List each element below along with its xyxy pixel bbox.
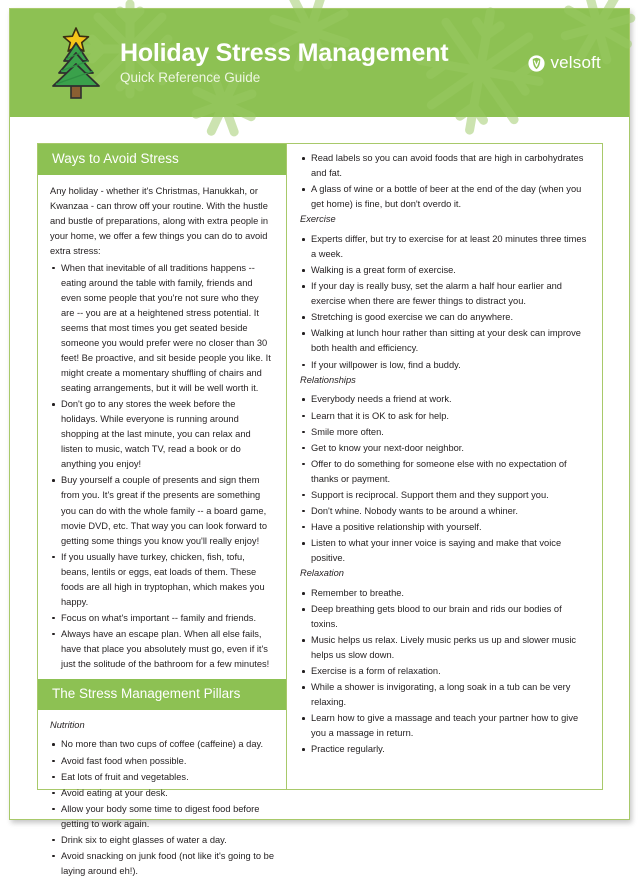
section-stress-management-pillars [38,679,286,886]
list-item: If you usually have turkey, chicken, fish, tofu, beans, lentils or eggs, eat loads of them. These foods are all high in tryptophan, which makes you happy. [50,550,274,610]
section-heading: The Stress Management Pillars [38,679,286,710]
list-item: If your willpower is low, find a buddy. [300,358,589,373]
list-item: Avoid eating at your desk. [50,786,274,801]
list-item: Deep breathing gets blood to our brain and rids our bodies of toxins. [300,602,589,632]
page-title: Holiday Stress Management [120,38,449,67]
section-body [38,175,286,680]
page-subtitle: Quick Reference Guide [120,70,261,86]
list-item: Drink six to eight glasses of water a day. [50,833,274,848]
list-item: Avoid snacking on junk food (not like it's going to be laying around eh!). [50,849,274,879]
list-item: Always have an escape plan. When all else fails, have that place you absolutely must go, even if it's just the solitude of the bathroom for a few minutes! [50,627,274,672]
section-body [38,710,286,886]
list-item: Eat lots of fruit and vegetables. [50,770,274,785]
list-item: Stretching is good exercise we can do anywhere. [300,310,589,325]
document-header-banner [10,9,629,117]
list-item: Experts differ, but try to exercise for at least 20 minutes three times a week. [300,232,589,262]
list-item: Remember to breathe. [300,586,589,601]
list-item: Music helps us relax. Lively music perks us up and slower music helps us slow down. [300,633,589,663]
list-item: Buy yourself a couple of presents and sign them from you. It's great if the presents are something you can do with the whole family -- a board game, movie DVD, etc. That way you can look forward to getting some things you know you'll really enjoy! [50,473,274,548]
christmas-tree-icon [48,26,104,100]
avoid-stress-bullet-list [50,261,274,672]
subsection-heading-relationships: Relationships [300,374,356,385]
content-table [37,143,603,876]
list-item: Don't go to any stores the week before the holidays. While everyone is running around shopping at the last minute, you can relax and listen to music, watch TV, read a book or do anything you enjoy! [50,397,274,472]
list-item: Get to know your next-door neighbor. [300,441,589,456]
list-item: Have a positive relationship with yourself. [300,520,589,535]
list-item: Read labels so you can avoid foods that are high in carbohydrates and fat. [300,151,589,181]
list-item: While a shower is invigorating, a long soak in a tub can be very relaxing. [300,680,589,710]
list-item: Don't whine. Nobody wants to be around a whiner. [300,504,589,519]
list-item: No more than two cups of coffee (caffeine) a day. [50,737,274,752]
list-item: When that inevitable of all traditions happens -- eating around the table with family, friends and even some people that you're not sure who they are -- you are at a heightened stress potential. It seems that most times you get seated beside someone you would prefer were no closer than 30 feet! Be proactive, and sit beside people you like. It might create a momentary shuffling of chairs and seating arrangements, but it will be well worth it. [50,261,274,396]
right-column [287,144,602,789]
subsection-heading-exercise: Exercise [300,214,336,225]
velsoft-v-shield-icon [528,55,545,72]
relaxation-bullet-list [300,586,589,758]
list-item: Exercise is a form of relaxation. [300,664,589,679]
list-item: Learn that it is OK to ask for help. [300,409,589,424]
list-item: Offer to do something for someone else with no expectation of thanks or payment. [300,457,589,487]
list-item: Walking is a great form of exercise. [300,263,589,278]
list-item: Everybody needs a friend at work. [300,392,589,407]
list-item: Walking at lunch hour rather than sitting at your desk can improve both health and efficiency. [300,326,589,356]
subsection-heading-relaxation: Relaxation [300,568,344,578]
banner-content [10,9,629,117]
exercise-bullet-list [300,232,589,372]
nutrition-bullet-list [50,737,274,878]
list-item: Smile more often. [300,425,589,440]
relationships-bullet-list [300,392,589,566]
list-item: Listen to what your inner voice is saying and make that voice positive. [300,536,589,566]
list-item: Avoid fast food when possible. [50,754,274,769]
subsection-heading-nutrition: Nutrition [50,719,85,730]
list-item: Allow your body some time to digest food before getting to work again. [50,802,274,832]
list-item: Focus on what's important -- family and friends. [50,611,274,626]
intro-paragraph: Any holiday - whether it's Christmas, Hanukkah, or Kwanzaa - can throw off your routine. With the hustle and bustle of preparations, along with extra people in your home, we offer a few things you can do to avoid extra stress: [50,185,269,256]
page-frame [9,8,630,876]
list-item: Support is reciprocal. Support them and they support you. [300,488,589,503]
nutrition-continued-bullet-list [300,151,589,212]
list-item: If your day is really busy, set the alarm a half hour earlier and exercise when there are fewer things to distract you. [300,279,589,309]
title-block [120,40,528,86]
section-heading: Ways to Avoid Stress [38,144,286,175]
list-item: A glass of wine or a bottle of beer at the end of the day (when you get home) is fine, but don't overdo it. [300,182,589,212]
list-item: Practice regularly. [300,742,589,757]
list-item: Learn how to give a massage and teach your partner how to give you a massage in return. [300,711,589,741]
brand-logo [528,53,601,73]
left-column [38,144,287,876]
brand-name: velsoft [550,53,601,72]
section-ways-to-avoid-stress [38,144,286,679]
